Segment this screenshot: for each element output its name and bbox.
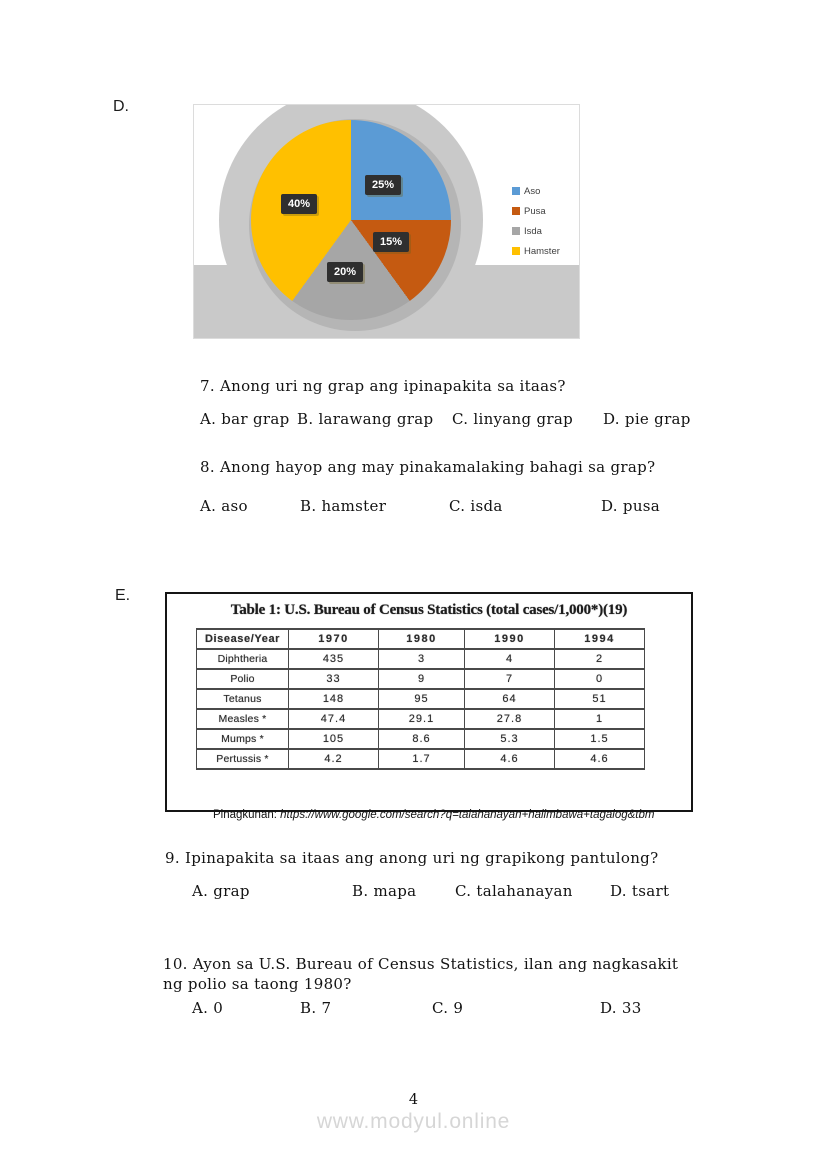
col-header-1990: 1990 xyxy=(465,629,555,649)
q10-option-a: A. 0 xyxy=(192,999,224,1017)
row-label-diphtheria: Diphtheria xyxy=(197,649,289,669)
question-8-text: 8. Anong hayop ang may pinakamalaking bahagi sa grap? xyxy=(200,458,656,476)
pie-slice-label-hamster: 40% xyxy=(281,194,317,214)
table-source-caption xyxy=(213,809,654,821)
watermark: www.modyul.online xyxy=(316,1110,511,1133)
cell: 3 xyxy=(379,649,465,669)
q9-option-a: A. grap xyxy=(192,882,250,900)
table-row xyxy=(197,649,645,669)
table-row xyxy=(197,709,645,729)
table-row xyxy=(197,749,645,769)
q10-option-d: D. 33 xyxy=(600,999,642,1017)
legend-item-hamster xyxy=(512,241,560,261)
pie-slice-label-isda: 20% xyxy=(327,262,363,282)
cell: 105 xyxy=(289,729,379,749)
legend-item-pusa xyxy=(512,201,560,221)
row-label-tetanus: Tetanus xyxy=(197,689,289,709)
cell: 8.6 xyxy=(379,729,465,749)
q7-option-b: B. larawang grap xyxy=(297,410,434,428)
q10-option-b: B. 7 xyxy=(300,999,332,1017)
page-number: 4 xyxy=(408,1092,419,1108)
col-header-1994: 1994 xyxy=(555,629,645,649)
question-10-text-line2: ng polio sa taong 1980? xyxy=(163,975,352,993)
table-row xyxy=(197,689,645,709)
legend-swatch-hamster xyxy=(512,247,520,255)
q8-option-d: D. pusa xyxy=(601,497,661,515)
cell: 4.6 xyxy=(555,749,645,769)
q8-option-b: B. hamster xyxy=(300,497,387,515)
legend-label-isda: Isda xyxy=(524,225,542,237)
cell: 29.1 xyxy=(379,709,465,729)
legend-label-hamster: Hamster xyxy=(524,245,560,257)
cell: 4.2 xyxy=(289,749,379,769)
question-10-text-line1: 10. Ayon sa U.S. Bureau of Census Statistics, ilan ang nagkasakit xyxy=(163,955,679,973)
legend-swatch-aso xyxy=(512,187,520,195)
q8-option-a: A. aso xyxy=(200,497,248,515)
table-header-row xyxy=(197,629,645,649)
q9-option-b: B. mapa xyxy=(352,882,417,900)
legend-swatch-isda xyxy=(512,227,520,235)
q9-option-c: C. talahanayan xyxy=(455,882,573,900)
legend-label-aso: Aso xyxy=(524,185,541,197)
q7-option-c: C. linyang grap xyxy=(452,410,573,428)
cell: 51 xyxy=(555,689,645,709)
cell: 1.5 xyxy=(555,729,645,749)
cell: 4.6 xyxy=(465,749,555,769)
cell: 9 xyxy=(379,669,465,689)
census-table-title: Table 1: U.S. Bureau of Census Statistics (total cases/1,000*)(19) xyxy=(230,602,628,618)
col-header-1970: 1970 xyxy=(289,629,379,649)
cell: 27.8 xyxy=(465,709,555,729)
section-e-label: E. xyxy=(115,587,131,604)
cell: 7 xyxy=(465,669,555,689)
cell: 148 xyxy=(289,689,379,709)
caption-url: https://www.google.com/search?q=talahanayan+halimbawa+tagalog&tbm xyxy=(280,809,655,821)
cell: 33 xyxy=(289,669,379,689)
row-label-measles: Measles * xyxy=(197,709,289,729)
col-header-disease: Disease/Year xyxy=(197,629,289,649)
section-d-label: D. xyxy=(113,98,129,115)
legend-item-aso xyxy=(512,181,560,201)
pie-slice-label-aso: 25% xyxy=(365,175,401,195)
cell: 1.7 xyxy=(379,749,465,769)
census-table-image xyxy=(165,592,693,812)
table-row xyxy=(197,729,645,749)
question-9-text: 9. Ipinapakita sa itaas ang anong uri ng grapikong pantulong? xyxy=(165,849,659,867)
q8-option-c: C. isda xyxy=(449,497,503,515)
cell: 4 xyxy=(465,649,555,669)
cell: 47.4 xyxy=(289,709,379,729)
table-row xyxy=(197,669,645,689)
pie-chart xyxy=(251,120,451,320)
legend-swatch-pusa xyxy=(512,207,520,215)
pie-slice-label-pusa: 15% xyxy=(373,232,409,252)
question-7-text: 7. Anong uri ng grap ang ipinapakita sa itaas? xyxy=(200,377,566,395)
legend-label-pusa: Pusa xyxy=(524,205,546,217)
cell: 64 xyxy=(465,689,555,709)
q9-option-d: D. tsart xyxy=(610,882,670,900)
cell: 5.3 xyxy=(465,729,555,749)
caption-prefix: Pinagkunan: xyxy=(213,809,281,821)
q7-option-d: D. pie grap xyxy=(603,410,691,428)
legend-item-isda xyxy=(512,221,560,241)
row-label-polio: Polio xyxy=(197,669,289,689)
cell: 0 xyxy=(555,669,645,689)
pie-legend xyxy=(512,181,560,261)
q7-option-a: A. bar grap xyxy=(200,410,290,428)
q10-option-c: C. 9 xyxy=(432,999,464,1017)
cell: 435 xyxy=(289,649,379,669)
row-label-pertussis: Pertussis * xyxy=(197,749,289,769)
cell: 95 xyxy=(379,689,465,709)
col-header-1980: 1980 xyxy=(379,629,465,649)
pie-chart-image xyxy=(193,104,580,339)
cell: 2 xyxy=(555,649,645,669)
cell: 1 xyxy=(555,709,645,729)
row-label-mumps: Mumps * xyxy=(197,729,289,749)
census-table xyxy=(196,628,645,770)
